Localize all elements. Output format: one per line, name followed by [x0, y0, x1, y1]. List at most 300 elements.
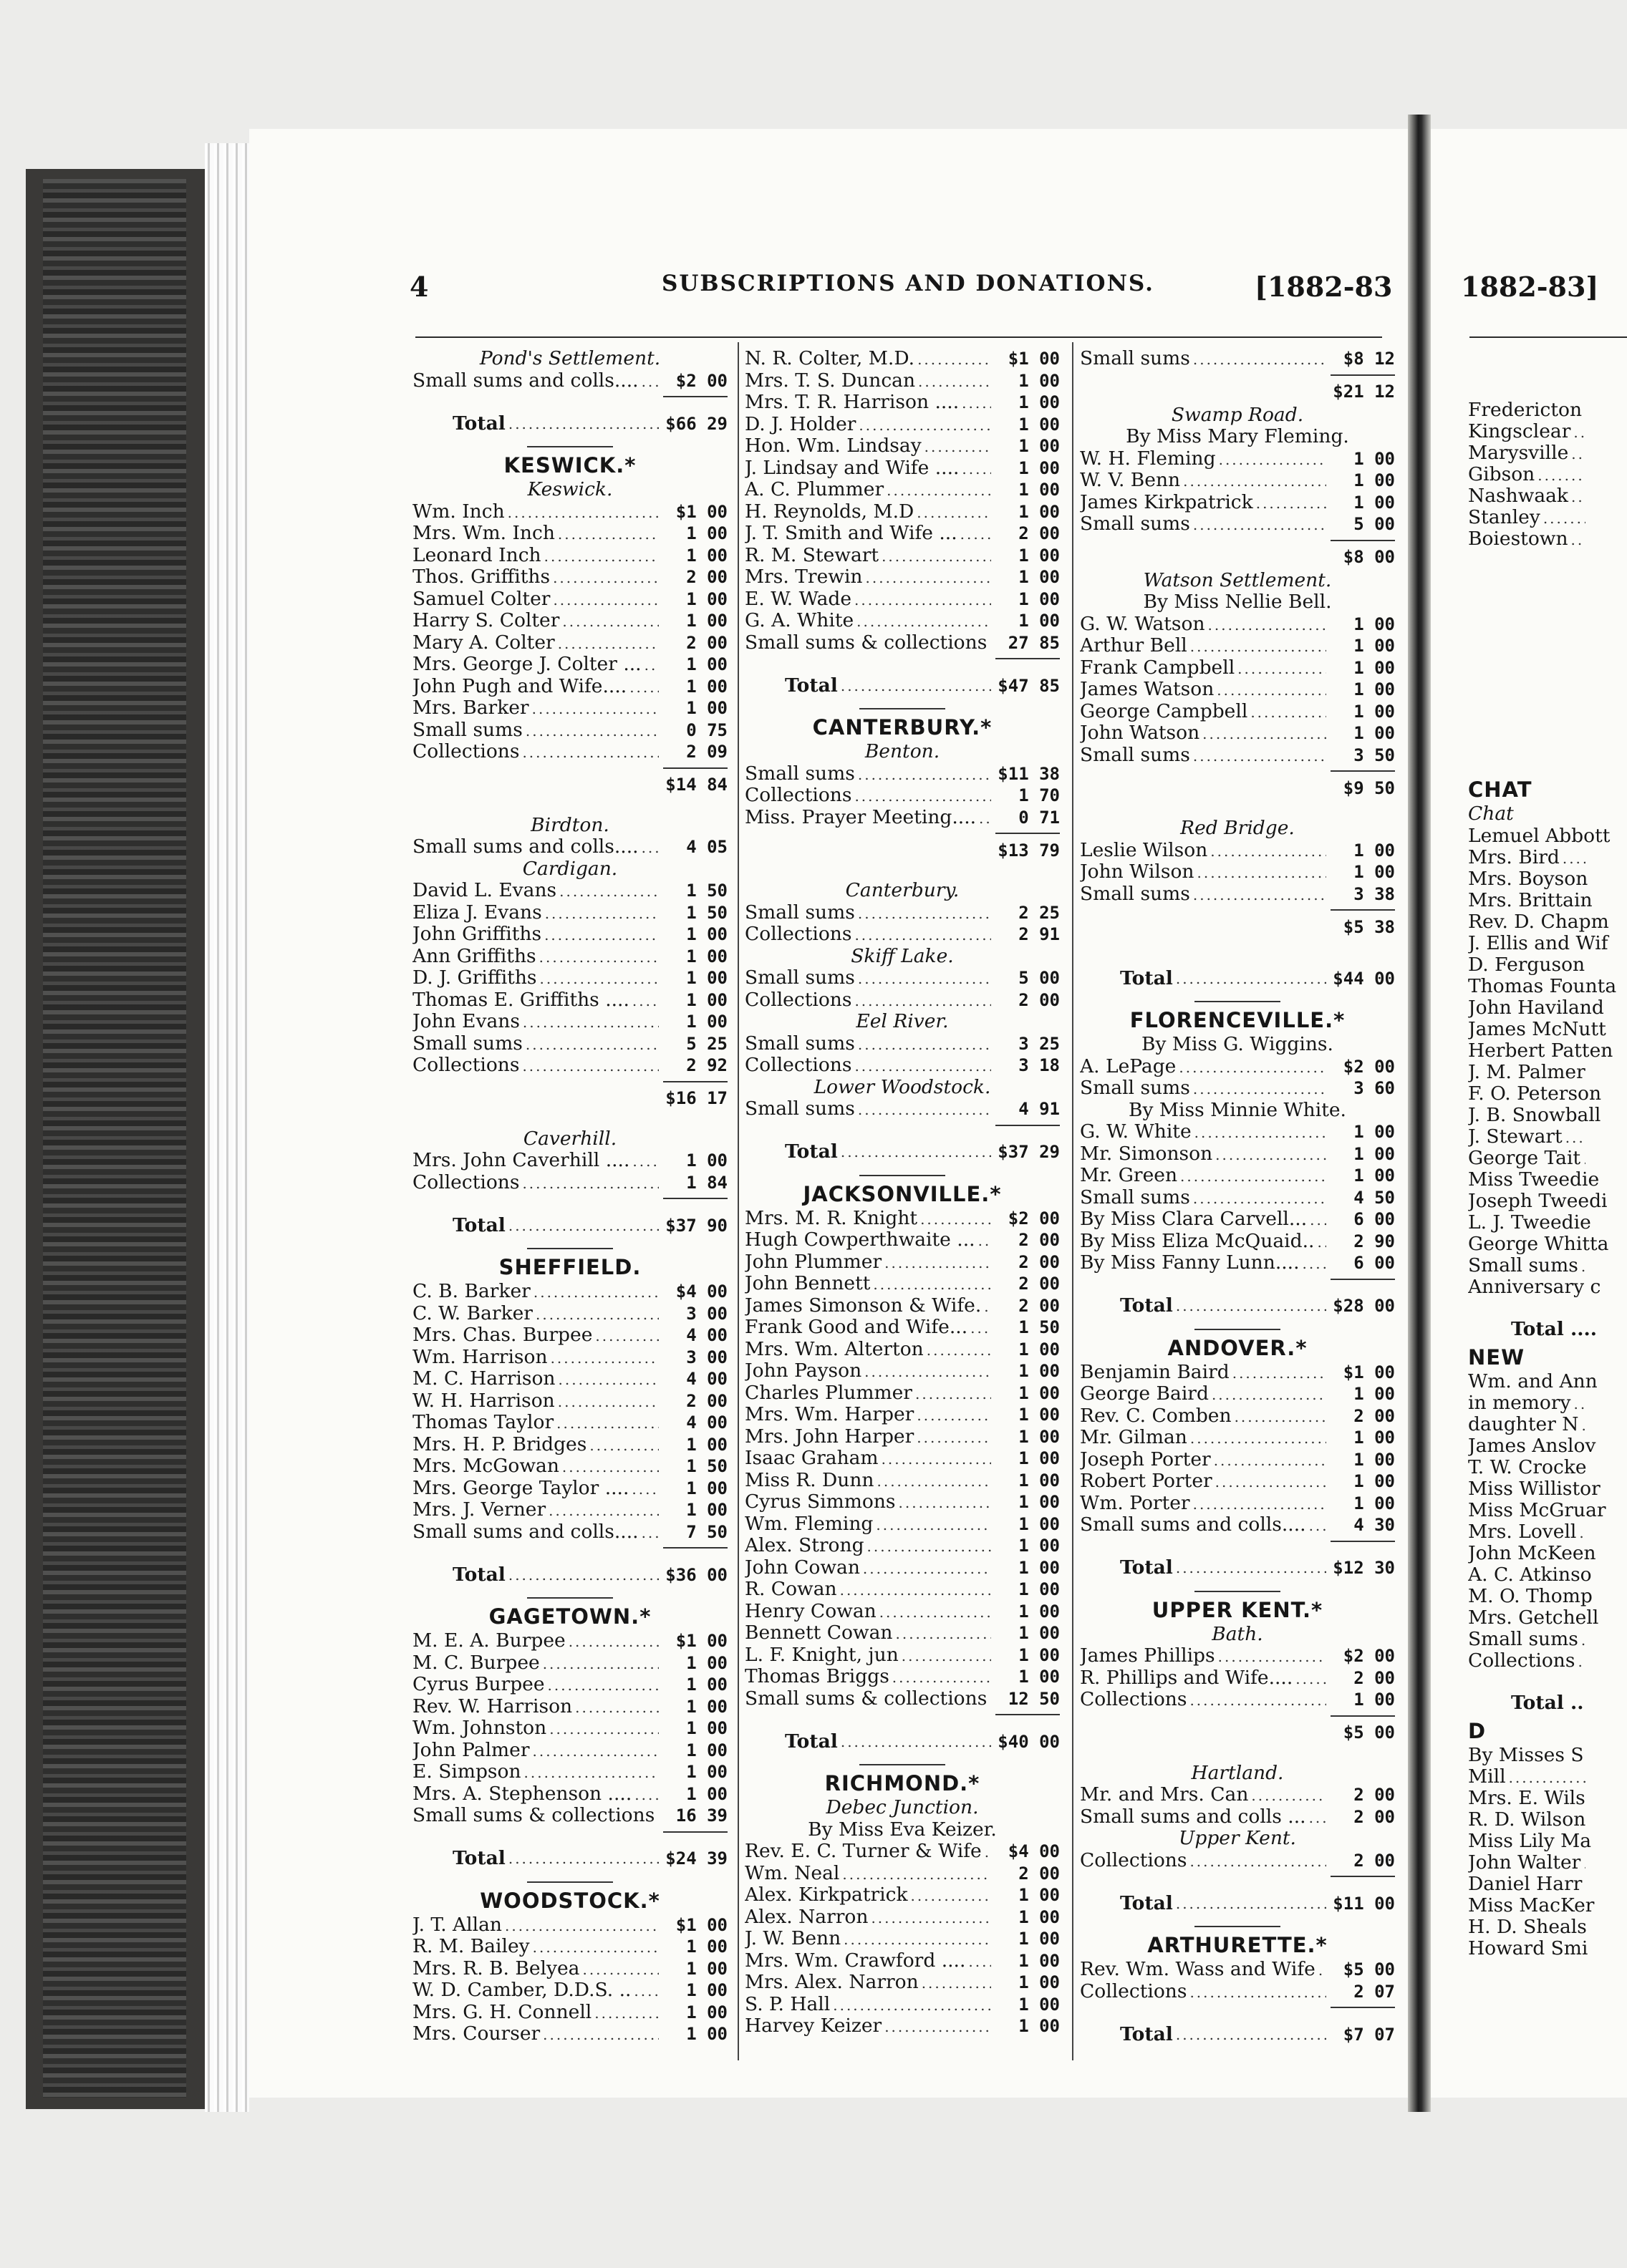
- donor-name: John Cowan: [745, 1556, 860, 1579]
- donor-name: Small sums & collections: [745, 1687, 988, 1710]
- donor-name: Charles Plummer: [745, 1382, 912, 1404]
- donor-name: George Campbell: [1080, 700, 1248, 722]
- subtotal-amount: $5 00: [1343, 1722, 1395, 1743]
- entry-row: [1468, 933, 1627, 954]
- entry-row: [1468, 1586, 1627, 1607]
- entry-row: [1468, 1435, 1627, 1457]
- amount: 2 00: [686, 632, 728, 653]
- entry-row: [1468, 1276, 1627, 1298]
- amount: 1 00: [686, 1740, 728, 1760]
- dot-leader: [1189, 1690, 1326, 1711]
- amount: 1 00: [1018, 545, 1060, 566]
- total-label: Total ....: [1511, 1318, 1597, 1341]
- donor-name: Mr. Gilman: [1080, 1427, 1187, 1448]
- donor-name: Collections: [745, 1055, 852, 1076]
- amount: $1 00: [675, 1631, 728, 1651]
- amount: 4 50: [1353, 1187, 1395, 1208]
- dot-leader: [505, 1915, 659, 1937]
- dot-leader: [884, 1252, 991, 1274]
- subtotal-amount: $16 17: [665, 1088, 728, 1109]
- dot-leader: [854, 990, 991, 1012]
- donor-name: Mr. and Mrs. Can: [1080, 1784, 1249, 1806]
- amount: 1 00: [1353, 1449, 1395, 1470]
- donor-name: D. Ferguson: [1468, 954, 1585, 976]
- entry-row: [1080, 470, 1395, 492]
- dot-leader: [917, 1427, 991, 1448]
- total-row: [1080, 1881, 1395, 1922]
- donor-name: G. W. White: [1080, 1121, 1192, 1143]
- donor-name: M. E. A. Burpee: [412, 1630, 566, 1652]
- dot-leader: [644, 654, 659, 676]
- donor-name: Mrs. R. B. Belyea: [412, 1957, 580, 1979]
- entry-row: [745, 435, 1060, 457]
- dot-leader: [1309, 1515, 1326, 1536]
- entry-row: [745, 1994, 1060, 2016]
- sum-rule: [995, 833, 1060, 834]
- dot-leader: [508, 502, 659, 523]
- donor-name: Small sums and colls....: [412, 1521, 639, 1543]
- amount: $47 85: [998, 675, 1060, 696]
- entry-row: [412, 1521, 728, 1544]
- amount: 0 75: [686, 719, 728, 740]
- donor-name: J. Ellis and Wif: [1468, 932, 1608, 954]
- donor-name: Small sums: [412, 1032, 523, 1055]
- donor-name: Mrs. Brittain: [1468, 889, 1593, 911]
- amount: 1 84: [686, 1172, 728, 1193]
- amount: $11 00: [1333, 1893, 1395, 1914]
- amount: $1 00: [1008, 349, 1060, 369]
- dot-leader: [840, 1579, 991, 1601]
- entry-row: [412, 924, 728, 946]
- dot-leader: [1193, 1493, 1326, 1515]
- amount: $44 00: [1333, 968, 1395, 989]
- entry-row: [412, 697, 728, 719]
- dot-leader: [1237, 658, 1326, 679]
- entry-row: [1080, 492, 1395, 514]
- amount: 1 00: [1353, 723, 1395, 743]
- entry-row: [412, 1696, 728, 1718]
- dot-leader: [582, 1959, 659, 1980]
- dot-leader: [979, 808, 991, 829]
- dot-leader: [553, 589, 659, 611]
- dot-leader: [1309, 1807, 1326, 1828]
- donor-name: Wm. Porter: [1080, 1492, 1190, 1514]
- total-label: Total: [1120, 1891, 1173, 1914]
- subsection-heading: Benton.: [864, 740, 940, 762]
- donor-name: Small sums: [1080, 1077, 1190, 1099]
- dot-leader: [532, 698, 659, 719]
- section-rule: [527, 1597, 613, 1599]
- amount: 1 00: [1353, 1384, 1395, 1404]
- dot-leader: [1197, 862, 1326, 883]
- subtotal-row: [412, 1087, 728, 1111]
- donor-name: Small sums: [1080, 348, 1190, 369]
- dot-leader: [1215, 1471, 1326, 1493]
- entry-row: [1468, 1521, 1627, 1543]
- amount: 1 00: [1018, 1405, 1060, 1425]
- entry-row: [1080, 1470, 1395, 1493]
- donor-name: Small sums: [745, 967, 855, 989]
- donor-name: James Simonson & Wife.: [745, 1294, 982, 1317]
- total-label: Total: [453, 1213, 506, 1236]
- entry-row: [412, 1958, 728, 1980]
- sum-rule: [1331, 770, 1395, 772]
- column-3: [1080, 348, 1395, 2053]
- amount: 1 00: [1018, 1950, 1060, 1971]
- dot-leader: [1295, 1668, 1326, 1690]
- donor-name: J. Stewart: [1468, 1125, 1563, 1148]
- entry-row: [1468, 421, 1627, 442]
- donor-name: By Miss Fanny Lunn....: [1080, 1252, 1300, 1274]
- entry-row: [412, 1499, 728, 1521]
- total-row: [1080, 2012, 1395, 2053]
- section-heading: SHEFFIELD.: [498, 1255, 642, 1279]
- entry-row: [412, 1303, 728, 1325]
- donor-name: R. M. Stewart: [745, 544, 879, 566]
- dot-leader: [536, 1304, 659, 1325]
- dot-leader: [902, 1645, 991, 1667]
- dot-leader: [575, 1697, 659, 1718]
- section-heading: FLORENCEVILLE.*: [1129, 1008, 1346, 1032]
- donor-name: John Payson: [745, 1360, 862, 1382]
- entry-row: [412, 946, 728, 968]
- total-row: [745, 1720, 1060, 1760]
- donor-name: A. C. Atkinso: [1468, 1564, 1592, 1586]
- donor-name: James McNutt: [1468, 1018, 1606, 1040]
- column-2: [745, 348, 1060, 2037]
- dot-leader: [866, 567, 992, 588]
- amount: 1 00: [686, 676, 728, 697]
- dot-leader: [1193, 1188, 1326, 1209]
- section-rule: [859, 1175, 945, 1176]
- dot-leader: [508, 1848, 659, 1870]
- donor-name: John Haviland: [1468, 997, 1604, 1019]
- amount: 1 00: [1018, 588, 1060, 609]
- dot-leader: [918, 371, 991, 392]
- donor-name: Alex. Narron: [745, 1906, 869, 1928]
- header-rule: [415, 336, 1382, 338]
- donor-name: Joseph Tweedi: [1468, 1190, 1608, 1212]
- entry-row: [1080, 1514, 1395, 1536]
- dot-leader: [642, 1522, 659, 1544]
- amount: $4 00: [1008, 1841, 1060, 1861]
- subsection-heading: Hartland.: [1191, 1761, 1284, 1784]
- entry-row: [1468, 1938, 1627, 1959]
- subsection-heading: Keswick.: [527, 478, 613, 500]
- dot-leader: [879, 1601, 991, 1623]
- section-heading: ARTHURETTE.*: [1147, 1933, 1328, 1957]
- dot-leader: [917, 349, 991, 370]
- amount: 1 50: [686, 1456, 728, 1476]
- entry-row: [745, 989, 1060, 1012]
- dot-leader: [990, 633, 991, 654]
- dot-leader: [854, 924, 991, 946]
- amount: 1 00: [686, 1783, 728, 1804]
- donor-name: Small sums: [1080, 883, 1190, 905]
- entry-row: [1468, 1831, 1627, 1852]
- entry-row: [412, 654, 728, 676]
- amount: 1 00: [686, 698, 728, 718]
- entry-row: [412, 1805, 728, 1827]
- collector-line: By Miss Mary Fleming.: [1126, 425, 1349, 447]
- amount: 1 00: [1018, 1623, 1060, 1643]
- entry-row: [412, 1172, 728, 1194]
- donor-name: Mrs. John Harper: [745, 1425, 914, 1448]
- entry-row: [745, 1644, 1060, 1667]
- dot-leader: [927, 1339, 991, 1361]
- donor-name: W. H. Fleming: [1080, 447, 1216, 470]
- entry-row: [745, 1841, 1060, 1863]
- amount: 6 00: [1353, 1209, 1395, 1229]
- dot-leader: [899, 1492, 991, 1513]
- amount: $4 00: [675, 1281, 728, 1302]
- dot-leader: [1509, 1767, 1585, 1788]
- amount: 3 50: [1353, 745, 1395, 765]
- dot-leader: [833, 1995, 991, 2016]
- donor-name: John Watson: [1080, 722, 1200, 744]
- dot-leader: [841, 1141, 991, 1163]
- entry-row: [745, 1208, 1060, 1230]
- dot-leader: [887, 480, 991, 501]
- entry-row: [745, 1426, 1060, 1448]
- dot-leader: [1581, 1629, 1585, 1650]
- donor-name: Isaac Graham: [745, 1448, 879, 1469]
- donor-name: Collections: [1468, 1649, 1575, 1672]
- entry-row: [745, 588, 1060, 611]
- entry-row: [1468, 1212, 1627, 1234]
- donor-name: James Anslov: [1468, 1435, 1596, 1457]
- subsection-heading: Canterbury.: [845, 879, 960, 901]
- entry-row: [1468, 1191, 1627, 1212]
- dot-leader: [876, 1514, 991, 1536]
- dot-leader: [841, 675, 991, 697]
- entry-row: [1080, 1362, 1395, 1384]
- amount: 1 00: [1018, 1361, 1060, 1381]
- collector-line: By Miss Eva Keizer.: [808, 1818, 997, 1841]
- amount: 1 00: [1018, 1557, 1060, 1578]
- entry-row: [1468, 1040, 1627, 1062]
- dot-leader: [629, 677, 659, 698]
- amount: 1 00: [1018, 567, 1060, 587]
- donor-name: Mrs. Boyson: [1468, 868, 1588, 890]
- entry-row: [745, 1579, 1060, 1601]
- total-label: Total: [1120, 1294, 1173, 1317]
- entry-row: [412, 1674, 728, 1696]
- amount: 2 90: [1353, 1231, 1395, 1251]
- sum-rule: [1331, 1876, 1395, 1877]
- amount: 4 00: [686, 1412, 728, 1433]
- spacer: [1468, 739, 1627, 756]
- subtotal-amount: $21 12: [1333, 382, 1395, 402]
- entry-row: [1468, 1083, 1627, 1105]
- dot-leader: [545, 903, 659, 924]
- donor-name: Mrs. Wm. Inch: [412, 523, 555, 544]
- amount: 1 00: [686, 1718, 728, 1738]
- total-label: Total ..: [1511, 1692, 1584, 1715]
- subtotal-amount: $9 50: [1343, 777, 1395, 798]
- entry-row: [412, 523, 728, 545]
- entry-row: [745, 924, 1060, 946]
- amount: 1 00: [686, 2024, 728, 2044]
- sum-rule: [663, 1081, 728, 1082]
- donor-name: Mr. Green: [1080, 1165, 1178, 1186]
- dot-leader: [1190, 1428, 1326, 1449]
- dot-leader: [632, 1478, 659, 1500]
- amount: 1 00: [1018, 1536, 1060, 1556]
- dot-leader: [960, 523, 991, 545]
- entry-row: [412, 741, 728, 763]
- subtotal-amount: $5 38: [1343, 916, 1395, 937]
- amount: 2 00: [1018, 1251, 1060, 1272]
- donor-name: John Griffiths: [412, 924, 542, 945]
- donor-name: John Bennett: [745, 1273, 871, 1294]
- entry-row: [1468, 1019, 1627, 1040]
- amount: 1 70: [1018, 785, 1060, 805]
- entry-row: [745, 457, 1060, 480]
- entry-row: [1080, 614, 1395, 636]
- donor-name: Thomas Taylor: [412, 1412, 554, 1433]
- dot-leader: [543, 1653, 659, 1675]
- entry-row: [412, 1347, 728, 1369]
- dot-leader: [595, 1325, 659, 1347]
- section-heading: D: [1468, 1718, 1487, 1743]
- amount: 3 00: [686, 1303, 728, 1324]
- entry-row: [412, 989, 728, 1012]
- section-heading: ANDOVER.*: [1167, 1335, 1308, 1360]
- amount: $11 38: [998, 763, 1060, 784]
- dot-leader: [970, 1317, 991, 1339]
- dot-leader: [1210, 840, 1326, 862]
- spacer: [1468, 550, 1627, 567]
- donor-name: George Baird: [1080, 1383, 1209, 1405]
- donor-name: Fredericton: [1468, 399, 1583, 421]
- dot-leader: [1251, 1785, 1326, 1806]
- entry-row: [745, 1863, 1060, 1885]
- donor-name: Harry S. Colter: [412, 610, 560, 631]
- dot-leader: [1571, 486, 1585, 507]
- donor-name: J. Lindsay and Wife ....: [745, 457, 960, 479]
- entry-row: [1468, 1169, 1627, 1191]
- entry-row: [1080, 1850, 1395, 1872]
- entry-row: [1080, 679, 1395, 701]
- entry-row: [412, 1368, 728, 1390]
- spacer: [1468, 619, 1627, 636]
- entry-row: [412, 719, 728, 742]
- donor-name: Anniversary c: [1468, 1276, 1601, 1298]
- amount: 1 00: [686, 2002, 728, 2022]
- sum-rule: [1331, 2007, 1395, 2008]
- entry-row: [745, 1251, 1060, 1274]
- subtotal-amount: $13 79: [998, 840, 1060, 861]
- entry-row: [412, 967, 728, 989]
- amount: 1 50: [1018, 1317, 1060, 1337]
- dot-leader: [841, 1731, 991, 1753]
- entry-row: [745, 566, 1060, 588]
- dot-leader: [1194, 1122, 1326, 1143]
- amount: 1 00: [1353, 614, 1395, 634]
- amount: $2 00: [1343, 1056, 1395, 1077]
- entry-row: [412, 1412, 728, 1434]
- donor-name: M. C. Harrison: [412, 1368, 556, 1390]
- entry-row: [1468, 1255, 1627, 1276]
- amount: 4 00: [686, 1325, 728, 1345]
- dot-leader: [533, 1937, 659, 1958]
- amount: 7 50: [686, 1521, 728, 1542]
- column-divider: [1072, 342, 1073, 2060]
- donor-name: Ann Griffiths: [412, 945, 536, 967]
- donor-name: Thomas Founta: [1468, 975, 1617, 997]
- donor-name: H. D. Sheals: [1468, 1916, 1587, 1938]
- section-rule: [527, 446, 613, 447]
- entry-row: [1080, 348, 1395, 370]
- donor-name: Mrs. Alex. Narron: [745, 1972, 919, 1993]
- dot-leader: [1583, 1148, 1585, 1169]
- total-row: [412, 402, 728, 442]
- spacer: [1468, 722, 1627, 739]
- entry-row: [1080, 1427, 1395, 1449]
- donor-name: D. J. Griffiths: [412, 967, 537, 989]
- amount: 2 09: [686, 742, 728, 762]
- dot-leader: [1310, 1209, 1326, 1231]
- amount: 3 18: [1018, 1055, 1060, 1075]
- section-rule: [1194, 1329, 1280, 1330]
- donor-name: Boiestown: [1468, 528, 1568, 550]
- sum-rule: [663, 1547, 728, 1549]
- entry-row: [412, 1936, 728, 1958]
- sum-rule: [995, 658, 1060, 659]
- dot-leader: [657, 1806, 659, 1827]
- dot-leader: [533, 1740, 659, 1762]
- donor-name: James Phillips: [1080, 1645, 1215, 1667]
- total-label: Total: [1120, 966, 1173, 989]
- dot-leader: [540, 968, 660, 989]
- column-4-partial: [1468, 348, 1627, 1959]
- dot-leader: [558, 1391, 659, 1412]
- amount: 2 00: [1018, 523, 1060, 543]
- subsection-heading: Cardigan.: [522, 857, 618, 880]
- amount: 1 00: [1018, 1339, 1060, 1360]
- dot-leader: [1179, 1057, 1326, 1078]
- subsection-heading: Debec Junction.: [826, 1796, 979, 1818]
- donor-name: Mrs. Wm. Harper: [745, 1404, 914, 1425]
- subsection-heading: Swamp Road.: [1171, 403, 1304, 426]
- dot-leader: [864, 1361, 991, 1382]
- donor-name: Howard Smi: [1468, 1937, 1588, 1959]
- total-label: Total: [785, 674, 838, 697]
- dot-leader: [594, 2002, 659, 2024]
- year-right: 1882-83]: [1461, 271, 1599, 303]
- dot-leader: [1235, 1406, 1326, 1428]
- spacer: [1468, 653, 1627, 670]
- amount: 1 00: [686, 989, 728, 1010]
- amount: 1 00: [1018, 501, 1060, 522]
- donor-name: John McKeen: [1468, 1542, 1596, 1564]
- dot-leader: [1208, 614, 1326, 636]
- entry-row: [745, 523, 1060, 545]
- entry-row: [1468, 507, 1627, 528]
- entry-row: [1468, 1852, 1627, 1874]
- entry-row: [1080, 701, 1395, 723]
- spacer: [412, 1111, 728, 1128]
- dot-leader: [871, 1907, 991, 1929]
- entry-row: [1468, 1543, 1627, 1564]
- dot-leader: [1579, 1522, 1585, 1543]
- donor-name: Rev. Wm. Wass and Wife: [1080, 1959, 1315, 1980]
- dot-leader: [548, 1675, 659, 1696]
- amount: 4 30: [1353, 1515, 1395, 1535]
- entry-row: [745, 545, 1060, 567]
- entry-row: [745, 1033, 1060, 1055]
